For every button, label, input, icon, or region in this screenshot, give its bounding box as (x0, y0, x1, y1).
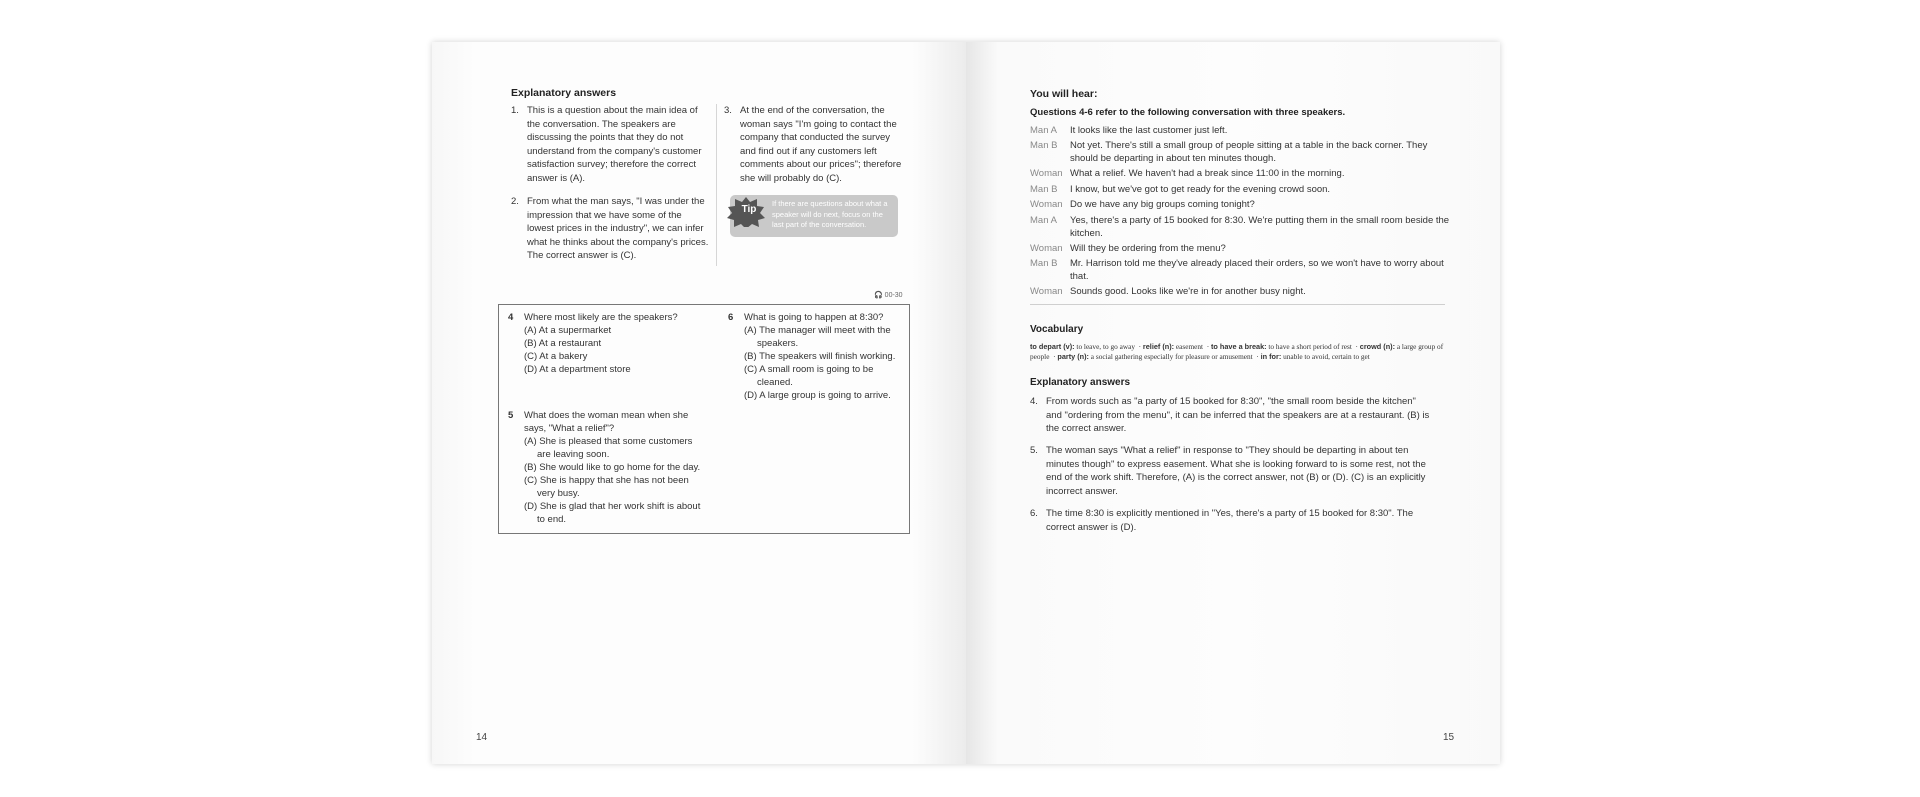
vocabulary-list: to depart (v): to leave, to go away · relief (n): easement · to have a break: to have a short period of rest · crowd (n): a large group of people · party (n): a social gathering especially for pleasure or amusement · in for: unable to avoid, certain to get (1030, 342, 1444, 361)
page-number-left: 14 (476, 732, 488, 743)
option-4b[interactable]: (B) At a restaurant (524, 338, 602, 349)
vocab-def: unable to avoid, certain to get (1281, 351, 1370, 361)
vocab-def: easement (1174, 342, 1204, 351)
right-page (966, 42, 1500, 764)
right-answer-6: 6. The time 8:30 is explicitly mentioned in "Yes, there's a party of 15 booked for 8:30". The correct answer is (D). (1030, 508, 1414, 533)
headphones-icon: 🎧 (874, 292, 883, 299)
option-5a[interactable]: (A) She is pleased that some customers are leaving soon. (524, 436, 693, 460)
vocab-term: relief (n): (1142, 342, 1175, 351)
option-4c[interactable]: (C) At a bakery (524, 351, 588, 362)
left-answer-3: 3. At the end of the conversation, the woman says "I'm going to contact the company that conducted the survey and find out if any customers left comments about our prices"; therefore she will probably do (C). (724, 105, 902, 184)
option-6c[interactable]: (C) A small room is going to be cleaned. (744, 364, 874, 388)
you-will-hear-heading: You will hear: (1030, 88, 1098, 100)
option-5b[interactable]: (B) She would like to go home for the day. (524, 462, 701, 473)
dialogue-line-7: Woman Will they be ordering from the menu? (1030, 243, 1226, 254)
audio-track-number: 00-30 (884, 292, 903, 299)
section-divider (1030, 304, 1445, 305)
option-4a[interactable]: (A) At a supermarket (524, 325, 612, 336)
tip-box (730, 195, 898, 237)
vocab-def: to have a short period of rest (1266, 342, 1352, 351)
dialogue-line-2: Man B Not yet. There's still a small group of people sitting at a table in the back corner. They should be departing in about ten minutes though. (1030, 140, 1428, 164)
right-explanatory-heading: Explanatory answers (1030, 377, 1131, 388)
left-page (432, 42, 966, 764)
vocab-def: a large group of people (1030, 342, 1444, 361)
dialogue-line-4: Man B I know, but we've got to get ready for the evening crowd soon. (1030, 184, 1331, 195)
question-5: 5 What does the woman mean when she says, "What a relief"? (A) She is pleased that some customers are leaving soon. (B) She would like to go home for the day. (C) She is happy that she has not been very busy. (D) She is glad that her work shift is about to end. (508, 409, 708, 526)
left-answer-2: 2. From what the man says, "I was under the impression that we have some of the lowest prices in the industry", we can infer what he thinks about the company's prices. The correct answer is (C). (511, 196, 709, 262)
right-answer-5: 5. The woman says "What a relief" in response to "They should be departing in about ten minutes though" to express easement. What she is looking forward to is some rest, not the end of the work shift. Therefore, (A) is the correct answer, not (B) or (D). (C) is an explicitly incorrect answer. (1030, 445, 1426, 497)
vocab-term: to depart (v): (1030, 342, 1075, 351)
option-5c[interactable]: (C) She is happy that she has not been very busy. (524, 475, 689, 499)
open-book (432, 42, 1500, 764)
tip-text: If there are questions about what a speaker will do next, focus on the last part of the conversation. (772, 199, 888, 229)
option-5d[interactable]: (D) She is glad that her work shift is about to end. (524, 501, 701, 525)
dialogue-line-6: Man A Yes, there's a party of 15 booked for 8:30. We're putting them in the small room beside the kitchen. (1030, 215, 1450, 239)
dialogue-line-8: Man B Mr. Harrison told me they've already placed their orders, so we won't have to worry about that. (1030, 258, 1444, 282)
vocab-term: to have a break: (1211, 342, 1267, 351)
left-explanatory-heading: Explanatory answers (511, 87, 617, 99)
question-6: 6 What is going to happen at 8:30? (A) The manager will meet with the speakers. (B) The speakers will finish working. (C) A small room is going to be cleaned. (D) A large group is going to arrive. (728, 311, 900, 402)
dialogue-line-5: Woman Do we have any big groups coming tonight? (1030, 199, 1255, 210)
tip-label: Tip (741, 204, 757, 215)
conversation-intro: Questions 4-6 refer to the following conversation with three speakers. (1030, 107, 1346, 118)
vocabulary-heading: Vocabulary (1030, 324, 1084, 335)
dialogue-line-1: Man A It looks like the last customer just left. (1030, 125, 1228, 136)
audio-track (874, 291, 903, 299)
vocab-def: a social gathering especially for pleasure or amusement (1088, 351, 1253, 361)
questions-box (498, 304, 910, 534)
option-6b[interactable]: (B) The speakers will finish working. (744, 351, 896, 362)
column-divider (716, 104, 717, 266)
vocab-term: in for: (1260, 351, 1282, 361)
dialogue-line-3: Woman What a relief. We haven't had a break since 11:00 in the morning. (1030, 168, 1345, 179)
option-6d[interactable]: (D) A large group is going to arrive. (744, 390, 891, 401)
option-4d[interactable]: (D) At a department store (524, 364, 631, 375)
vocab-term: crowd (n): (1359, 342, 1396, 351)
right-answer-4: 4. From words such as "a party of 15 booked for 8:30", "the small room beside the kitchen" and "ordering from the menu", it can be inferred that the speakers are at a restaurant. (B) is the correct answer. (1030, 396, 1430, 435)
vocab-term: party (n): (1057, 351, 1089, 361)
dialogue-line-9: Woman Sounds good. Looks like we're in for another busy night. (1030, 286, 1306, 297)
question-4: 4 Where most likely are the speakers? (A) At a supermarket (B) At a restaurant (C) At a bakery (D) At a department store (508, 311, 708, 376)
left-answer-1: 1. This is a question about the main idea of the conversation. The speakers are discussing the points that they do not understand from the company's customer satisfaction survey; therefore the correct answer is (A). (511, 105, 702, 184)
vocab-def: to leave, to go away (1074, 342, 1135, 351)
option-6a[interactable]: (A) The manager will meet with the speakers. (744, 325, 891, 349)
page-number-right: 15 (1443, 732, 1455, 743)
